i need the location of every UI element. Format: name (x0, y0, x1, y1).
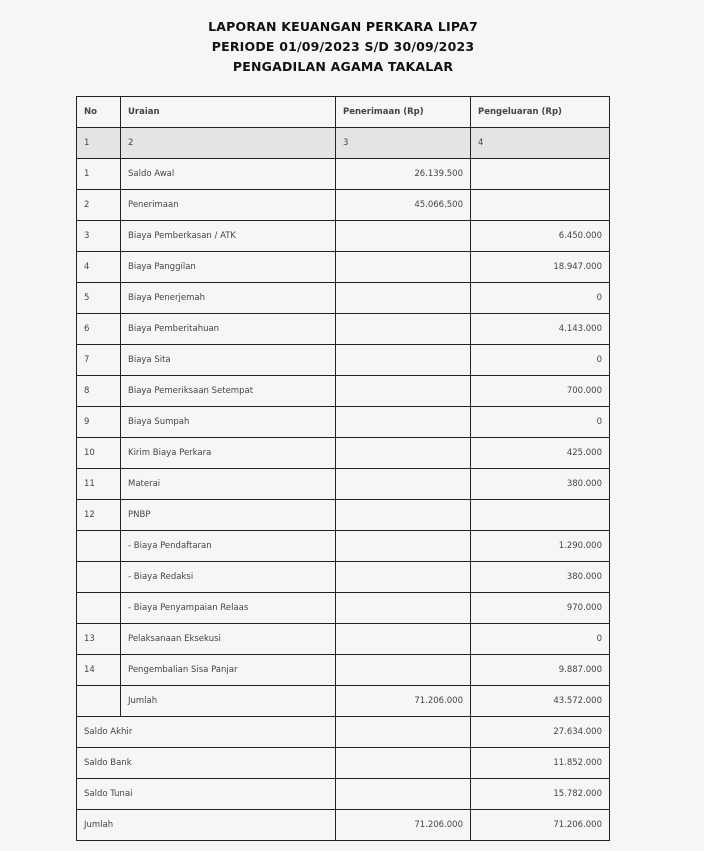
column-number-row (77, 128, 610, 159)
row-penerimaan (336, 593, 471, 624)
summary-penerimaan (336, 779, 471, 810)
row-description: - Biaya Pendaftaran (121, 531, 336, 562)
report-title-line1: LAPORAN KEUANGAN PERKARA LIPA7 (208, 19, 478, 34)
table-row (77, 655, 610, 686)
row-description: Kirim Biaya Perkara (121, 438, 336, 469)
row-description: - Biaya Redaksi (121, 562, 336, 593)
summary-label: Saldo Bank (77, 748, 336, 779)
row-penerimaan: 45.066.500 (336, 190, 471, 221)
row-number: 7 (77, 345, 121, 376)
table-row (77, 314, 610, 345)
table-row (77, 252, 610, 283)
summary-pengeluaran: 71.206.000 (471, 810, 610, 841)
row-number: 1 (77, 159, 121, 190)
row-number: 2 (77, 190, 121, 221)
row-penerimaan (336, 469, 471, 500)
table-row (77, 190, 610, 221)
row-number: 6 (77, 314, 121, 345)
table-row (77, 469, 610, 500)
table-row (77, 345, 610, 376)
row-pengeluaran (471, 500, 610, 531)
row-description: Penerimaan (121, 190, 336, 221)
header-uraian: Uraian (121, 97, 336, 128)
row-pengeluaran: 970.000 (471, 593, 610, 624)
row-number (77, 531, 121, 562)
row-pengeluaran (471, 159, 610, 190)
table-row (77, 283, 610, 314)
row-pengeluaran: 700.000 (471, 376, 610, 407)
report-title (0, 17, 686, 77)
row-number: 4 (77, 252, 121, 283)
row-pengeluaran: 4.143.000 (471, 314, 610, 345)
row-pengeluaran: 18.947.000 (471, 252, 610, 283)
row-pengeluaran: 425.000 (471, 438, 610, 469)
table-row (77, 221, 610, 252)
summary-penerimaan (336, 717, 471, 748)
summary-pengeluaran: 27.634.000 (471, 717, 610, 748)
row-description: Saldo Awal (121, 159, 336, 190)
row-penerimaan: 71.206.000 (336, 686, 471, 717)
row-pengeluaran: 43.572.000 (471, 686, 610, 717)
row-description: - Biaya Penyampaian Relaas (121, 593, 336, 624)
row-description: Biaya Panggilan (121, 252, 336, 283)
summary-penerimaan (336, 748, 471, 779)
table-row (77, 593, 610, 624)
summary-pengeluaran: 11.852.000 (471, 748, 610, 779)
summary-penerimaan: 71.206.000 (336, 810, 471, 841)
row-number (77, 593, 121, 624)
row-number: 12 (77, 500, 121, 531)
row-number: 9 (77, 407, 121, 438)
row-description: Biaya Pemberkasan / ATK (121, 221, 336, 252)
row-penerimaan (336, 438, 471, 469)
column-number: 3 (336, 128, 471, 159)
report-title-line3: PENGADILAN AGAMA TAKALAR (232, 59, 454, 74)
summary-label: Saldo Akhir (77, 717, 336, 748)
summary-row (77, 748, 610, 779)
row-penerimaan (336, 221, 471, 252)
summary-label: Saldo Tunai (77, 779, 336, 810)
report-title-line2: PERIODE 01/09/2023 S/D 30/09/2023 (211, 39, 475, 54)
table-row (77, 159, 610, 190)
row-description: PNBP (121, 500, 336, 531)
row-penerimaan (336, 655, 471, 686)
summary-label: Jumlah (77, 810, 336, 841)
table-row (77, 438, 610, 469)
row-description: Pelaksanaan Eksekusi (121, 624, 336, 655)
summary-pengeluaran: 15.782.000 (471, 779, 610, 810)
header-no: No (77, 97, 121, 128)
row-number (77, 562, 121, 593)
table-row (77, 624, 610, 655)
column-number: 2 (121, 128, 336, 159)
header-pengeluaran: Pengeluaran (Rp) (471, 97, 610, 128)
row-penerimaan (336, 624, 471, 655)
table-row (77, 500, 610, 531)
row-penerimaan (336, 531, 471, 562)
row-pengeluaran: 0 (471, 283, 610, 314)
row-penerimaan: 26.139.500 (336, 159, 471, 190)
table-row (77, 686, 610, 717)
column-number: 1 (77, 128, 121, 159)
summary-row (77, 810, 610, 841)
row-penerimaan (336, 407, 471, 438)
table-row (77, 531, 610, 562)
row-pengeluaran: 0 (471, 407, 610, 438)
row-number: 11 (77, 469, 121, 500)
row-number: 5 (77, 283, 121, 314)
row-penerimaan (336, 283, 471, 314)
row-number: 3 (77, 221, 121, 252)
row-pengeluaran: 9.887.000 (471, 655, 610, 686)
row-description: Biaya Pemberitahuan (121, 314, 336, 345)
row-pengeluaran: 0 (471, 345, 610, 376)
row-pengeluaran: 380.000 (471, 562, 610, 593)
row-penerimaan (336, 252, 471, 283)
row-number: 14 (77, 655, 121, 686)
row-description: Biaya Pemeriksaan Setempat (121, 376, 336, 407)
row-number: 13 (77, 624, 121, 655)
row-description: Pengembalian Sisa Panjar (121, 655, 336, 686)
summary-row (77, 779, 610, 810)
row-description: Biaya Penerjemah (121, 283, 336, 314)
row-pengeluaran: 6.450.000 (471, 221, 610, 252)
table-row (77, 407, 610, 438)
table-body (77, 159, 610, 841)
row-penerimaan (336, 562, 471, 593)
row-pengeluaran (471, 190, 610, 221)
row-number: 8 (77, 376, 121, 407)
row-number: 10 (77, 438, 121, 469)
row-pengeluaran: 380.000 (471, 469, 610, 500)
row-description: Biaya Sumpah (121, 407, 336, 438)
financial-report-table (76, 96, 610, 841)
row-penerimaan (336, 345, 471, 376)
row-penerimaan (336, 500, 471, 531)
column-number: 4 (471, 128, 610, 159)
row-description: Jumlah (121, 686, 336, 717)
table-header-row (77, 97, 610, 128)
row-description: Materai (121, 469, 336, 500)
row-description: Biaya Sita (121, 345, 336, 376)
header-penerimaan: Penerimaan (Rp) (336, 97, 471, 128)
summary-row (77, 717, 610, 748)
row-penerimaan (336, 376, 471, 407)
row-number (77, 686, 121, 717)
row-pengeluaran: 1.290.000 (471, 531, 610, 562)
table-row (77, 376, 610, 407)
row-pengeluaran: 0 (471, 624, 610, 655)
row-penerimaan (336, 314, 471, 345)
table-row (77, 562, 610, 593)
